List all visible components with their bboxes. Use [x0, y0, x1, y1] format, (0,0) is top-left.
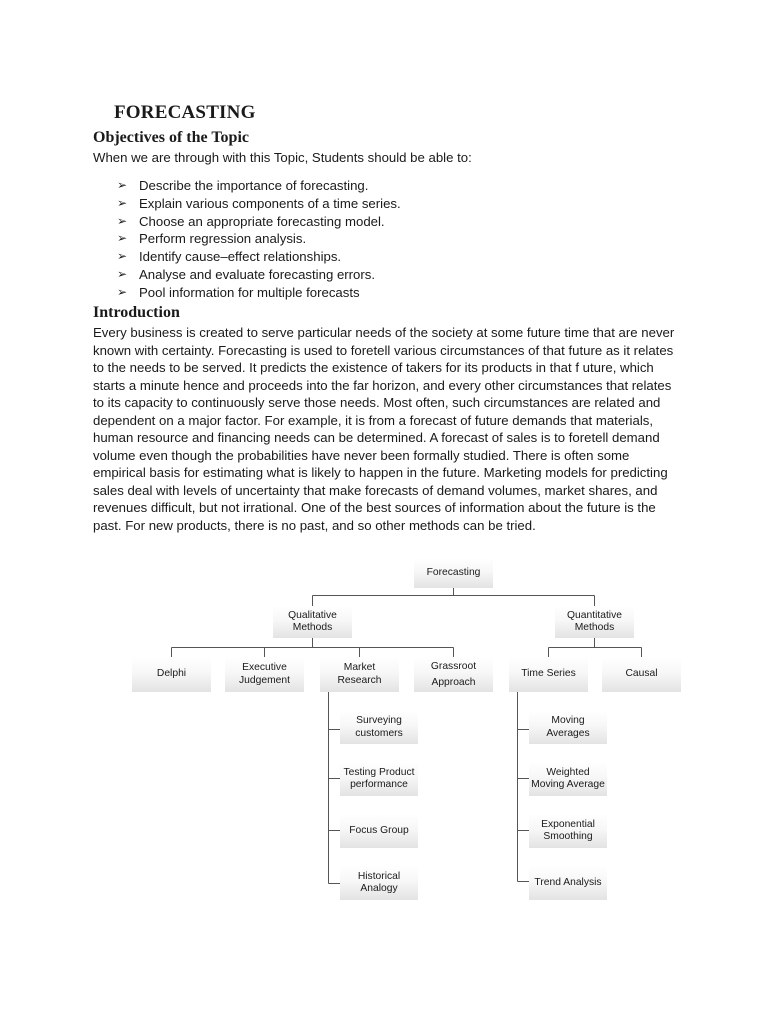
objective-text: Identify cause–effect relationships.: [139, 249, 342, 265]
objectives-list: [117, 177, 401, 302]
paragraph-line: sales deal with levels of uncertainty that make forecasts of demand volumes, market shares, and: [93, 482, 658, 498]
paragraph-line: starts a minute hence and proceeds into the far horizon, and every other circumstances that relates: [93, 377, 672, 393]
objectives-heading: Objectives of the Topic: [93, 129, 249, 146]
objective-text: Explain various components of a time series.: [139, 195, 401, 211]
node-surveying-customers: Surveying customers: [340, 711, 418, 744]
arrow-bullet-icon: ➢: [117, 266, 128, 281]
node-grassroot-approach: Grassroot Approach: [414, 657, 493, 692]
arrow-bullet-icon: ➢: [117, 249, 128, 264]
paragraph-line: to its capacity to continuously serve those needs. Most often, such circumstances are related and: [93, 395, 661, 410]
page-title: FORECASTING: [114, 102, 256, 123]
objective-text: Analyse and evaluate forecasting errors.: [139, 266, 376, 282]
node-qualitative-methods: Qualitative Methods: [273, 606, 352, 638]
list-item: [117, 284, 401, 302]
introduction-paragraph: [93, 324, 683, 534]
objective-text: Pool information for multiple forecasts: [139, 284, 360, 300]
node-moving-averages: Moving Averages: [529, 711, 607, 744]
paragraph-line: revenues difficult, but not irrational. One of the best sources of information about the future is the: [93, 500, 656, 515]
list-item: [117, 177, 401, 195]
list-item: [117, 248, 401, 266]
objective-text: Perform regression analysis.: [139, 231, 307, 247]
objective-text: Choose an appropriate forecasting model.: [139, 213, 385, 229]
objectives-intro: When we are through with this Topic, Students should be able to:: [93, 150, 472, 165]
node-exponential-smoothing: Exponential Smoothing: [529, 814, 607, 848]
paragraph-line: human resource and financing needs can be determined. A forecast of sales is to foretell demand: [93, 430, 660, 445]
arrow-bullet-icon: ➢: [117, 195, 128, 210]
arrow-bullet-icon: ➢: [117, 284, 128, 299]
node-causal: Causal: [602, 657, 681, 692]
paragraph-line: empirical basis for estimating what is likely to happen in the future. Marketing models for predicting: [93, 465, 668, 480]
node-testing-product-performance: Testing Product performance: [340, 762, 418, 796]
introduction-heading: Introduction: [93, 304, 180, 321]
node-quantitative-methods: Quantitative Methods: [555, 606, 634, 638]
node-focus-group: Focus Group: [340, 814, 418, 848]
list-item: [117, 195, 401, 213]
list-item: [117, 266, 401, 284]
paragraph-line: past. For new products, there is no past, and so other methods can be tried.: [93, 517, 536, 533]
paragraph-line: to the needs to be served. It predicts the existence of takers for its products in that f uture, which: [93, 360, 654, 375]
list-item: [117, 213, 401, 231]
paragraph-line: dependent on a major factor. For example, it is from a forecast of future demands that materials,: [93, 412, 654, 428]
objective-text: Describe the importance of forecasting.: [139, 178, 369, 193]
paragraph-line: volume even though the probabilities have never been formally studied. There is often some: [93, 447, 630, 463]
node-historical-analogy: Historical Analogy: [340, 866, 418, 900]
arrow-bullet-icon: ➢: [117, 213, 128, 228]
node-time-series: Time Series: [509, 657, 588, 692]
arrow-bullet-icon: ➢: [117, 231, 128, 246]
node-trend-analysis: Trend Analysis: [529, 866, 607, 900]
node-forecasting: Forecasting: [414, 558, 493, 588]
list-item: [117, 230, 401, 248]
paragraph-line: Every business is created to serve particular needs of the society at some future time that are never: [93, 325, 675, 340]
node-delphi: Delphi: [132, 657, 211, 692]
node-executive-judgement: Executive Judgement: [225, 657, 304, 692]
node-weighted-moving-average: Weighted Moving Average: [529, 762, 607, 796]
arrow-bullet-icon: ➢: [117, 178, 128, 192]
paragraph-line: known with certainty. Forecasting is used to foretell various circumstances of that future as it relates: [93, 342, 674, 358]
node-market-research: Market Research: [320, 657, 399, 692]
